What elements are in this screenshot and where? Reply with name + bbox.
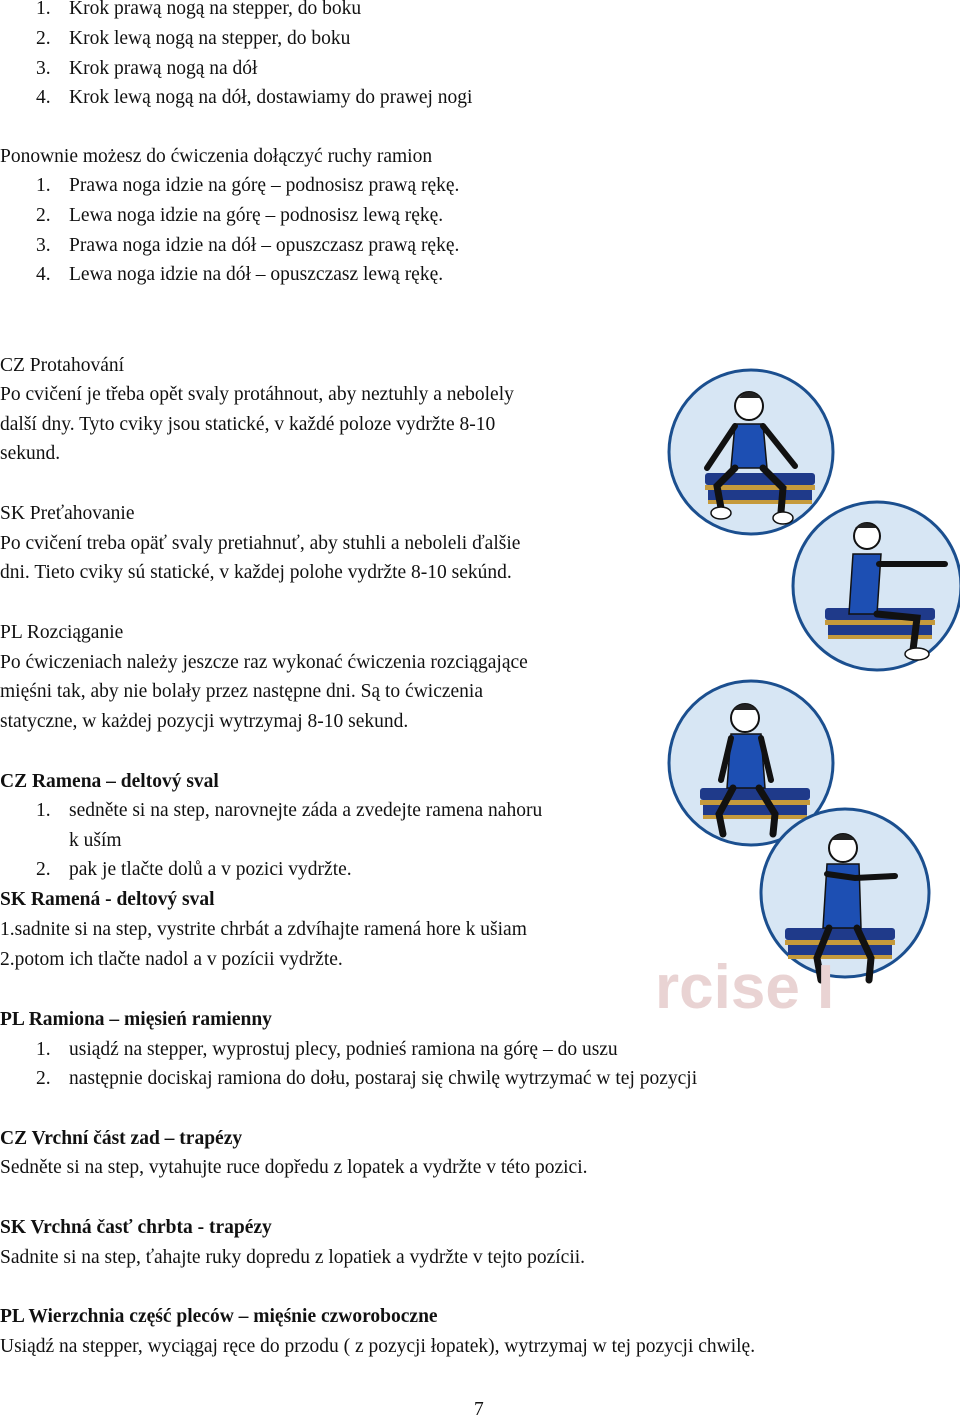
paragraph-line: dni. Tieto cviky sú statické, v každej polohe vydržte 8-10 sekúnd. xyxy=(0,562,512,583)
list-number: 1. xyxy=(36,1039,51,1060)
section-heading: CZ Protahování xyxy=(0,355,125,376)
paragraph-line: mięśni tak, aby nie bolały przez następne dni. Są to ćwiczenia xyxy=(0,681,483,702)
list-item-continuation: k uším xyxy=(69,830,122,851)
paragraph-line: Po cvičení treba opäť svaly pretiahnuť, aby stuhli a neboleli ďalšie xyxy=(0,533,521,554)
section-heading: SK Ramená - deltový sval xyxy=(0,889,215,910)
section-heading: CZ Ramena – deltový sval xyxy=(0,771,219,792)
section-heading: PL Wierzchnia część pleców – mięśnie czworoboczne xyxy=(0,1306,438,1327)
paragraph-line: Sadnite si na step, ťahajte ruky dopredu z lopatiek a vydržte v tejto pozícii. xyxy=(0,1247,586,1268)
paragraph-line: Sedněte si na step, vytahujte ruce dopředu z lopatek a vydržte v této pozici. xyxy=(0,1157,588,1178)
paragraph-line: sekund. xyxy=(0,443,61,464)
list-number: 2. xyxy=(36,205,51,226)
list-item: Krok lewą nogą na dół, dostawiamy do prawej nogi xyxy=(69,87,473,108)
paragraph-line: Po cvičení je třeba opět svaly protáhnout, aby neztuhly a nebolely xyxy=(0,384,514,405)
list-number: 2. xyxy=(36,1068,51,1089)
paragraph-line: Usiądź na stepper, wyciągaj ręce do przodu ( z pozycji łopatek), wytrzymaj w tej pozycji chwilę. xyxy=(0,1336,756,1357)
list-number: 1. xyxy=(36,175,51,196)
paragraph: Ponownie możesz do ćwiczenia dołączyć ruchy ramion xyxy=(0,146,433,167)
figure-2 xyxy=(793,502,960,670)
paragraph-line: statyczne, w każdej pozycji wytrzymaj 8-10 sekund. xyxy=(0,711,409,732)
section-heading: SK Preťahovanie xyxy=(0,503,135,524)
page-number: 7 xyxy=(474,1399,484,1420)
paragraph-line: další dny. Tyto cviky jsou statické, v každé poloze vydržte 8-10 xyxy=(0,414,496,435)
list-item: Prawa noga idzie na górę – podnosisz prawą rękę. xyxy=(69,175,460,196)
section-heading: PL Rozciąganie xyxy=(0,622,124,643)
list-item: następnie dociskaj ramiona do dołu, postaraj się chwilę wytrzymać w tej pozycji xyxy=(69,1068,698,1089)
list-number: 3. xyxy=(36,235,51,256)
paragraph-line: 2.potom ich tlačte nadol a v pozícii vydržte. xyxy=(0,949,343,970)
paragraph-line: 1.sadnite si na step, vystrite chrbát a zdvíhajte ramená hore k ušiam xyxy=(0,919,527,940)
list-item: Krok prawą nogą na stepper, do boku xyxy=(69,0,362,19)
list-number: 2. xyxy=(36,28,51,49)
list-item: Krok lewą nogą na stepper, do boku xyxy=(69,28,351,49)
list-item: Prawa noga idzie na dół – opuszczasz prawą rękę. xyxy=(69,235,460,256)
figure-1 xyxy=(669,370,833,534)
list-number: 4. xyxy=(36,264,51,285)
list-item: sedněte si na step, narovnejte záda a zvedejte ramena nahoru xyxy=(69,800,543,821)
list-item: Lewa noga idzie na dół – opuszczasz lewą rękę. xyxy=(69,264,444,285)
section-heading: SK Vrchná časť chrbta - trapézy xyxy=(0,1217,272,1238)
list-number: 1. xyxy=(36,800,51,821)
section-heading: CZ Vrchní část zad – trapézy xyxy=(0,1128,243,1149)
exercise-illustration xyxy=(655,368,960,1016)
paragraph-line: Po ćwiczeniach należy jeszcze raz wykonać ćwiczenia rozciągające xyxy=(0,652,528,673)
watermark-text: rcise I xyxy=(655,953,835,1016)
list-number: 4. xyxy=(36,87,51,108)
list-number: 1. xyxy=(36,0,51,19)
section-heading: PL Ramiona – mięsień ramienny xyxy=(0,1009,272,1030)
list-number: 2. xyxy=(36,859,51,880)
list-number: 3. xyxy=(36,58,51,79)
list-item: Krok prawą nogą na dół xyxy=(69,58,258,79)
list-item: Lewa noga idzie na górę – podnosisz lewą rękę. xyxy=(69,205,444,226)
list-item: pak je tlačte dolů a v pozici vydržte. xyxy=(69,859,352,880)
list-item: usiądź na stepper, wyprostuj plecy, podnieś ramiona na górę – do uszu xyxy=(69,1039,618,1060)
